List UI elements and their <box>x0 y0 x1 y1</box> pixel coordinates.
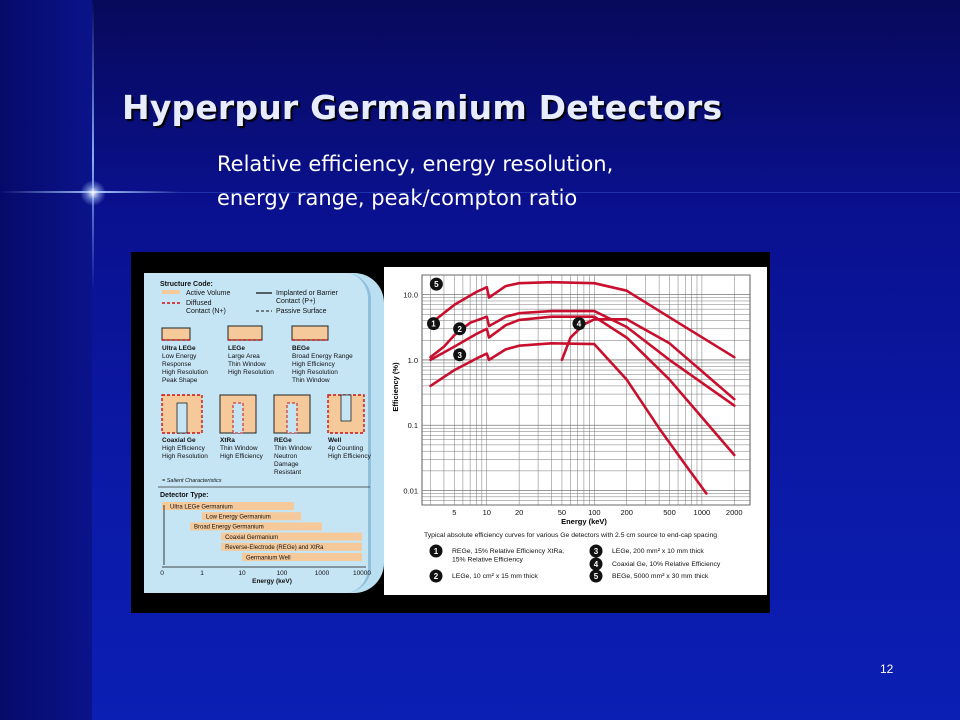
range-bar-label: Ultra LEGe Germanium <box>170 504 233 511</box>
legend-text: BEGe, 5000 mm² x 30 mm thick <box>612 573 709 580</box>
implanted-label: Implanted or Barrier <box>276 290 338 297</box>
detector-name: LEGe <box>228 345 245 352</box>
plot-border <box>422 275 750 505</box>
coaxial-core <box>177 403 187 433</box>
range-tick-label: 1 <box>200 570 204 577</box>
range-bar-label: Broad Energy Germanium <box>194 524 264 531</box>
detector-characteristic: Thin Window <box>292 377 330 384</box>
x-tick-label: 1000 <box>693 508 711 517</box>
range-bar-label: Germanium Well <box>246 555 291 562</box>
detector-characteristic: Damage <box>274 461 299 468</box>
chart-legend <box>430 545 721 583</box>
detector-characteristic: Low Energy <box>162 353 197 360</box>
efficiency-chart-panel <box>384 267 767 595</box>
detector-characteristic: High Resolution <box>228 369 274 376</box>
x-tick-label: 500 <box>663 508 676 517</box>
legend-marker-label: 1 <box>433 547 439 556</box>
passive-surface-label: Passive Surface <box>276 308 327 315</box>
detector-characteristic: Thin Window <box>228 361 266 368</box>
x-tick-label: 2000 <box>725 508 743 517</box>
detector-name: Ultra LEGe <box>162 345 196 352</box>
detector-characteristic: High Resolution <box>292 369 338 376</box>
series-marker-label: 1 <box>431 319 436 329</box>
detector-characteristic: High Efficiency <box>328 453 371 460</box>
detector-characteristic: High Resolution <box>162 369 208 376</box>
range-tick-label: 10000 <box>352 570 372 577</box>
subtitle-line-2: energy range, peak/compton ratio <box>217 186 578 210</box>
detector-characteristic: High Efficiency <box>220 453 263 460</box>
range-axis-label: Energy (keV) <box>252 578 292 585</box>
crystal-shapes-row1 <box>162 326 328 340</box>
legend-marker-label: 4 <box>593 560 599 569</box>
range-tick-label: 100 <box>276 570 288 577</box>
page-number: 12 <box>880 662 894 676</box>
legend-marker-label: 2 <box>433 572 439 581</box>
series-marker-label: 2 <box>457 324 462 334</box>
range-tick-label: 1000 <box>314 570 330 577</box>
detector-characteristic: Thin Window <box>220 445 258 452</box>
detector-characteristic: Thin Window <box>274 445 312 452</box>
detector-characteristic: Large Area <box>228 353 260 360</box>
detector-type-title: Detector Type: <box>160 492 209 499</box>
legend-text: LEGe, 200 mm² x 10 mm thick <box>612 548 704 555</box>
x-tick-label: 20 <box>514 508 524 517</box>
series-marker-label: 4 <box>576 319 582 329</box>
detector-characteristic: Peak Shape <box>162 377 198 384</box>
series-marker-label: 5 <box>434 280 439 290</box>
chart-series <box>431 282 735 493</box>
chart-caption: Typical absolute efficiency curves for various Ge detectors with 2.5 cm source to end-cap spacing <box>424 532 718 539</box>
legend-marker-label: 5 <box>593 572 599 581</box>
x-tick-label: 100 <box>588 508 601 517</box>
range-bar-label: Low Energy Germanium <box>206 514 271 521</box>
y-tick-labels <box>403 291 418 496</box>
legend-text: Coaxial Ge, 10% Relative Efficiency <box>612 561 721 568</box>
legend-text: 15% Relative Efficiency <box>452 556 523 564</box>
subtitle-line-1: Relative efficiency, energy resolution, <box>217 152 614 176</box>
detector-characteristic: Response <box>162 361 192 368</box>
contact-n-label: Contact (N+) <box>186 308 226 315</box>
rege-core <box>287 403 297 433</box>
detector-characteristic: High Efficiency <box>162 445 205 452</box>
legend-text: LEGe, 10 cm² x 15 mm thick <box>452 573 538 580</box>
efficiency-chart <box>384 267 767 595</box>
detector-characteristic: Broad Energy Range <box>292 353 353 360</box>
detector-name: Coaxial Ge <box>162 437 196 444</box>
active-volume-label: Active Volume <box>186 290 231 297</box>
glow-line-vertical <box>92 0 94 290</box>
slide-title: Hyperpur Germanium Detectors <box>122 88 723 127</box>
detector-characteristic: Resistant <box>274 469 302 476</box>
y-axis-label: Efficiency (%) <box>391 362 400 412</box>
y-tick-label: 10.0 <box>403 290 418 300</box>
detector-name: Well <box>328 437 342 444</box>
well-cavity <box>341 395 351 421</box>
chart-grid <box>422 275 750 505</box>
range-tick-label: 0 <box>160 570 164 577</box>
range-tick-label: 10 <box>238 570 246 577</box>
left-band <box>0 0 92 720</box>
y-tick-label: 0.1 <box>407 421 418 431</box>
detector-characteristic: High Resolution <box>162 453 208 460</box>
contact-p-label: Contact (P+) <box>276 298 316 305</box>
x-tick-labels <box>452 508 742 517</box>
active-volume-swatch <box>162 290 180 294</box>
lege-crystal <box>228 326 262 340</box>
star-glow-icon <box>80 180 106 206</box>
detector-descriptions-row1 <box>162 345 353 384</box>
detector-name: XtRa <box>220 437 235 444</box>
x-tick-label: 10 <box>482 508 491 517</box>
salient-note: = Salient Characteristics <box>162 478 222 484</box>
range-bar-label: Coaxial Germanium <box>225 534 279 541</box>
x-axis-label: Energy (keV) <box>561 517 607 526</box>
detector-characteristic: 4p Counting <box>328 445 364 452</box>
xtra-core <box>233 403 243 433</box>
y-tick-label: 1.0 <box>407 355 418 365</box>
ultra-lege-crystal <box>162 328 190 340</box>
x-tick-label: 200 <box>620 508 633 517</box>
detector-characteristic: High Efficiency <box>292 361 335 368</box>
x-tick-label: 50 <box>557 508 567 517</box>
diffused-label: Diffused <box>186 300 212 307</box>
crystal-shapes-row2 <box>162 395 364 433</box>
structure-panel <box>144 273 384 593</box>
structure-figure <box>144 273 384 593</box>
detector-descriptions-row2 <box>162 437 372 476</box>
bege-crystal <box>292 326 328 340</box>
detector-range-bars <box>162 502 362 561</box>
legend-text: REGe, 15% Relative Efficiency XtRa, <box>452 548 565 555</box>
detector-characteristic: Neutron <box>274 453 298 460</box>
series-marker-label: 3 <box>457 350 462 360</box>
structure-code-title: Structure Code: <box>160 281 213 288</box>
range-bar-label: Reverse-Electrode (REGe) and XtRa <box>225 545 324 552</box>
detector-name: BEGe <box>292 345 310 352</box>
y-tick-label: 0.01 <box>403 486 418 496</box>
x-tick-label: 5 <box>452 508 457 517</box>
legend-marker-label: 3 <box>593 547 599 556</box>
detector-name: REGe <box>274 437 292 444</box>
